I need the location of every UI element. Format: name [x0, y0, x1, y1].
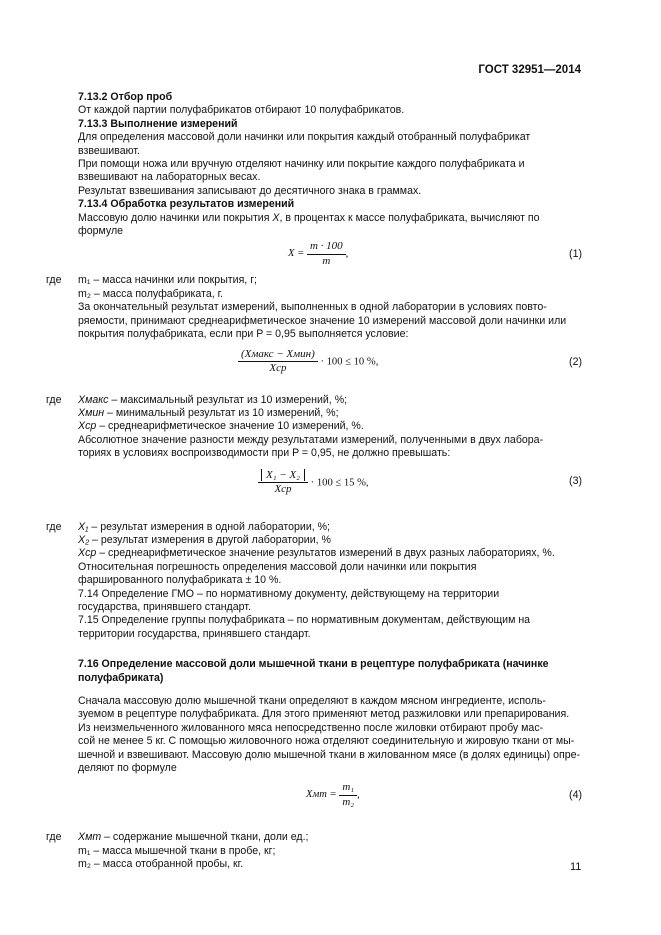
paragraph: За окончательный результат измерений, выполненных в одной лаборатории в условиях повто-	[78, 301, 547, 314]
section-7-13-4-title: 7.13.4 Обработка результатов измерений	[78, 198, 295, 211]
formula-4: Xмт = $\frac{\text{m₁}}{\text{m₂}}$ , (4)	[306, 781, 582, 808]
paragraph: Результат взвешивания записывают до десятичного знака в граммах.	[78, 184, 422, 197]
where-block: где Xмт – содержание мышечной ткани, доли ед.; m₁ – масса мышечной ткани в пробе, кг; m₂ – масса отобранной пробы, кг.	[46, 831, 309, 871]
paragraph: Относительная погрешность определения массовой доли начинки или покрытия	[78, 560, 477, 573]
paragraph: покрытия полуфабриката, если при P = 0,95 выполняется условие:	[78, 328, 409, 341]
paragraph: ториях в условиях воспроизводимости при P = 0,95, не должно превышать:	[78, 447, 451, 460]
paragraph: Для определения массовой доли начинки или покрытия каждый отобранный полуфабрикат	[78, 131, 531, 144]
document-body	[46, 91, 582, 872]
formula-3: $\frac{\text{X₁ − X₂}}{\text{Xср}}$ · 100 ≤ 15 %, (3)	[78, 467, 582, 517]
section-7-15: 7.15 Определение группы полуфабриката – по нормативным документам, действующим на	[78, 614, 531, 627]
paragraph: деляют по формуле	[78, 762, 177, 775]
paragraph: взвешивают.	[78, 144, 140, 157]
where-block: где Xмакс – максимальный результат из 10 измерений, %; Xмин – минимальный результат из 10 измерений, %; Xср – среднеарифметическое значение 10 измерений, %.	[46, 393, 364, 433]
paragraph: зуемом в рецептуре полуфабриката. Для этого применяют метод разжиловки или препарирования.	[78, 708, 570, 721]
paragraph: Из неизмельченного жилованного мяса непосредственно после жиловки отбирают пробу мас-	[78, 721, 544, 734]
where-block: где m₁ – масса начинки или покрытия, г; m₂ – масса полуфабриката, г.	[46, 274, 258, 300]
section-7-13-2-title: 7.13.2 Отбор проб	[78, 91, 173, 103]
paragraph: Абсолютное значение разности между результатами измерений, полученными в двух лабора-	[78, 433, 544, 446]
paragraph: государства, принявшего стандарт.	[78, 600, 251, 613]
formula-number: (4)	[569, 789, 582, 802]
formula-2: $\frac{\text{(Xмакс − Xмин)}}{\text{Xср}}$ · 100 ≤ 10 %, (2)	[78, 348, 582, 390]
formula-number: (2)	[569, 355, 582, 368]
section-7-13-3-title: 7.13.3 Выполнение измерений	[78, 117, 238, 130]
paragraph: При помощи ножа или вручную отделяют начинку или покрытие каждого полуфабриката и	[78, 158, 525, 171]
paragraph: формуле	[78, 225, 124, 238]
paragraph: сой не менее 5 кг. С помощью жиловочного ножа отделяют соединительную и жировую ткани от мы-	[78, 735, 575, 748]
standard-number: ГОСТ 32951—2014	[478, 64, 581, 76]
paragraph: взвешивают на лабораторных весах.	[78, 171, 261, 184]
paragraph: Массовую долю начинки или покрытия X, в процентах к массе полуфабриката, вычисляют по	[78, 211, 540, 224]
section-7-14: 7.14 Определение ГМО – по нормативному документу, действующему на территории	[78, 587, 500, 600]
section-7-16-title: 7.16 Определение массовой доли мышечной ткани в рецептуре полуфабриката (начинке полуфабриката)	[78, 658, 549, 684]
paragraph: Сначала массовую долю мышечной ткани определяют в каждом мясном ингредиенте, исполь-	[78, 695, 546, 707]
paragraph: ряемости, принимают среднеарифметическое значение 10 измерений массовой доли начинки или	[78, 314, 567, 327]
paragraph: От каждой партии полуфабрикатов отбирают 10 полуфабрикатов.	[78, 104, 405, 117]
where-block: где X₁ – результат измерения в одной лаборатории, %; X₂ – результат измерения в другой лаборатории, % Xср – среднеарифметическое значение результатов измерений в двух разных лабораториях, %.	[46, 520, 555, 560]
paragraph: территории государства, принявшего стандарт.	[78, 627, 311, 640]
formula-number: (1)	[569, 248, 582, 261]
paragraph: фаршированного полуфабриката ± 10 %.	[78, 574, 282, 587]
paragraph: шечной и взвешивают. Массовую долю мышечной ткани в жилованном мясе (в долях единицы) опре-	[78, 748, 581, 761]
page-number: 11	[570, 861, 582, 873]
formula-number: (3)	[569, 474, 582, 487]
formula-1: X = $\frac{m \cdot 100}{m}$ , (1)	[288, 240, 582, 267]
